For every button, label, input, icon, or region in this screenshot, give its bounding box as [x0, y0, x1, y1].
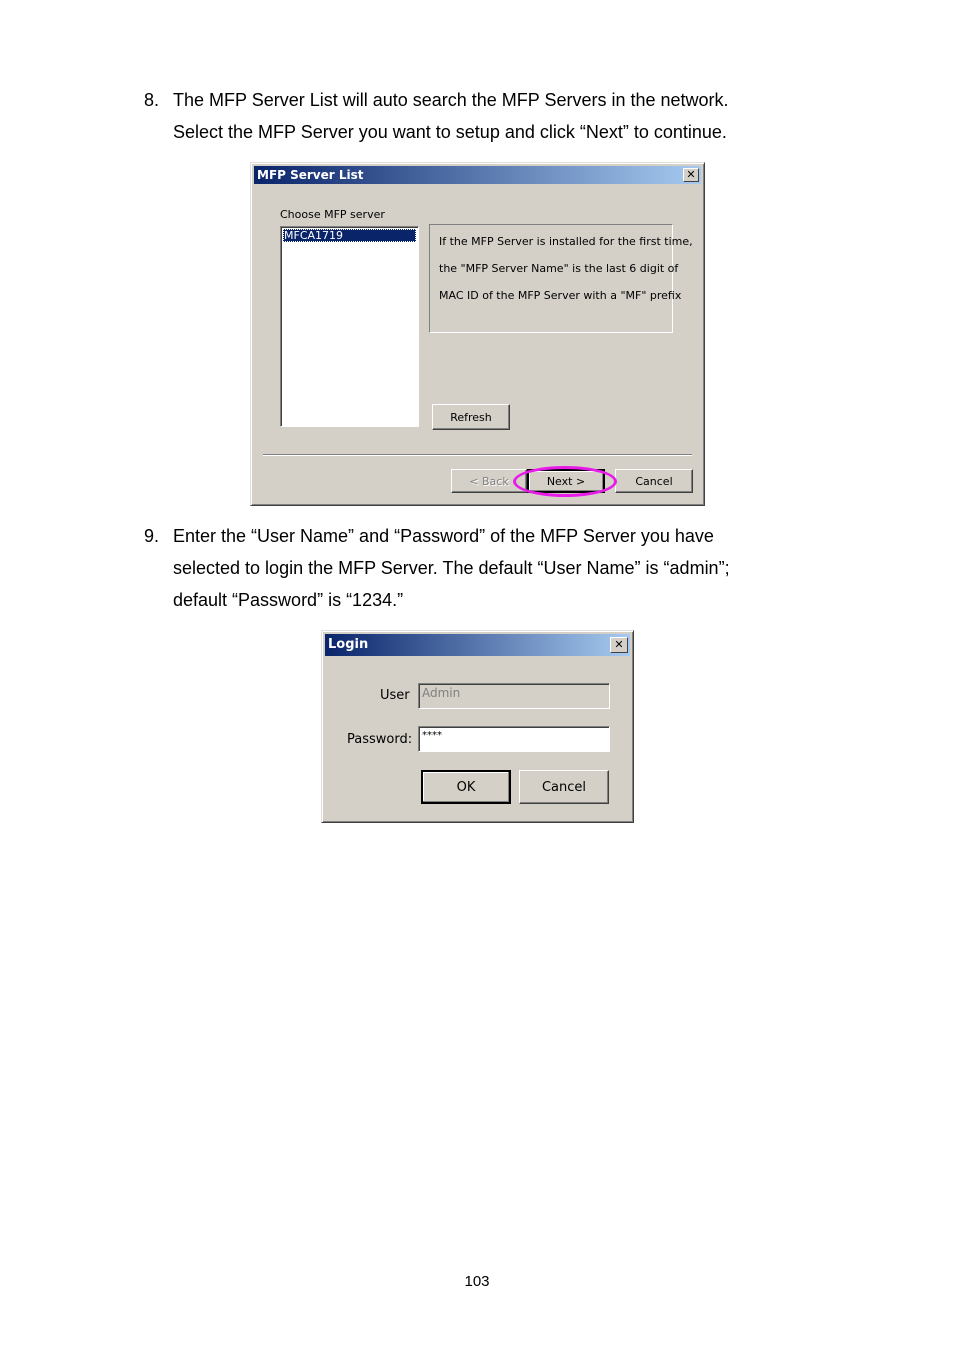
dialog-title: Login [328, 637, 369, 652]
next-button[interactable]: Next > [527, 469, 605, 493]
step-number: 8. [144, 90, 160, 110]
password-field[interactable] [418, 726, 610, 752]
choose-server-label: Choose MFP server [280, 208, 385, 221]
dialog-title: MFP Server List [257, 168, 364, 182]
title-bar [325, 634, 630, 656]
next-button-highlight-circle [513, 466, 617, 497]
user-label: User [380, 688, 410, 703]
step-line: Enter the “User Name” and “Password” of the MFP Server you have [173, 526, 714, 546]
step-line: selected to login the MFP Server. The default “User Name” is “admin”; [173, 558, 730, 578]
step-text [173, 520, 730, 616]
step-line: Select the MFP Server you want to setup and click “Next” to continue. [173, 122, 727, 142]
step-line: default “Password” is “1234.” [173, 590, 404, 610]
back-button[interactable]: < Back [451, 469, 527, 493]
user-field-value: Admin [422, 686, 461, 700]
ok-button[interactable]: OK [421, 770, 511, 804]
server-listbox[interactable] [280, 226, 419, 427]
refresh-button[interactable]: Refresh [432, 404, 510, 430]
list-item[interactable]: MFCA1719 [283, 229, 416, 242]
step-line: The MFP Server List will auto search the MFP Servers in the network. [173, 90, 729, 110]
close-icon[interactable]: ✕ [683, 168, 699, 182]
info-line: the "MFP Server Name" is the last 6 digit of [439, 262, 679, 275]
cancel-button[interactable]: Cancel [519, 770, 609, 804]
close-icon[interactable]: ✕ [610, 637, 628, 653]
cancel-button[interactable]: Cancel [615, 469, 693, 493]
step-text [173, 84, 729, 148]
info-line: MAC ID of the MFP Server with a "MF" prefix [439, 289, 682, 302]
password-field-value: **** [422, 730, 442, 741]
info-box [429, 224, 693, 333]
info-line: If the MFP Server is installed for the first time, [439, 235, 693, 248]
user-field[interactable] [418, 683, 610, 709]
page-number: 103 [464, 1273, 490, 1290]
password-label: Password: [347, 732, 413, 747]
step-number: 9. [144, 526, 160, 546]
title-bar [254, 166, 701, 184]
mfp-server-list-dialog [250, 162, 705, 506]
separator [263, 454, 692, 456]
login-dialog [321, 630, 634, 823]
